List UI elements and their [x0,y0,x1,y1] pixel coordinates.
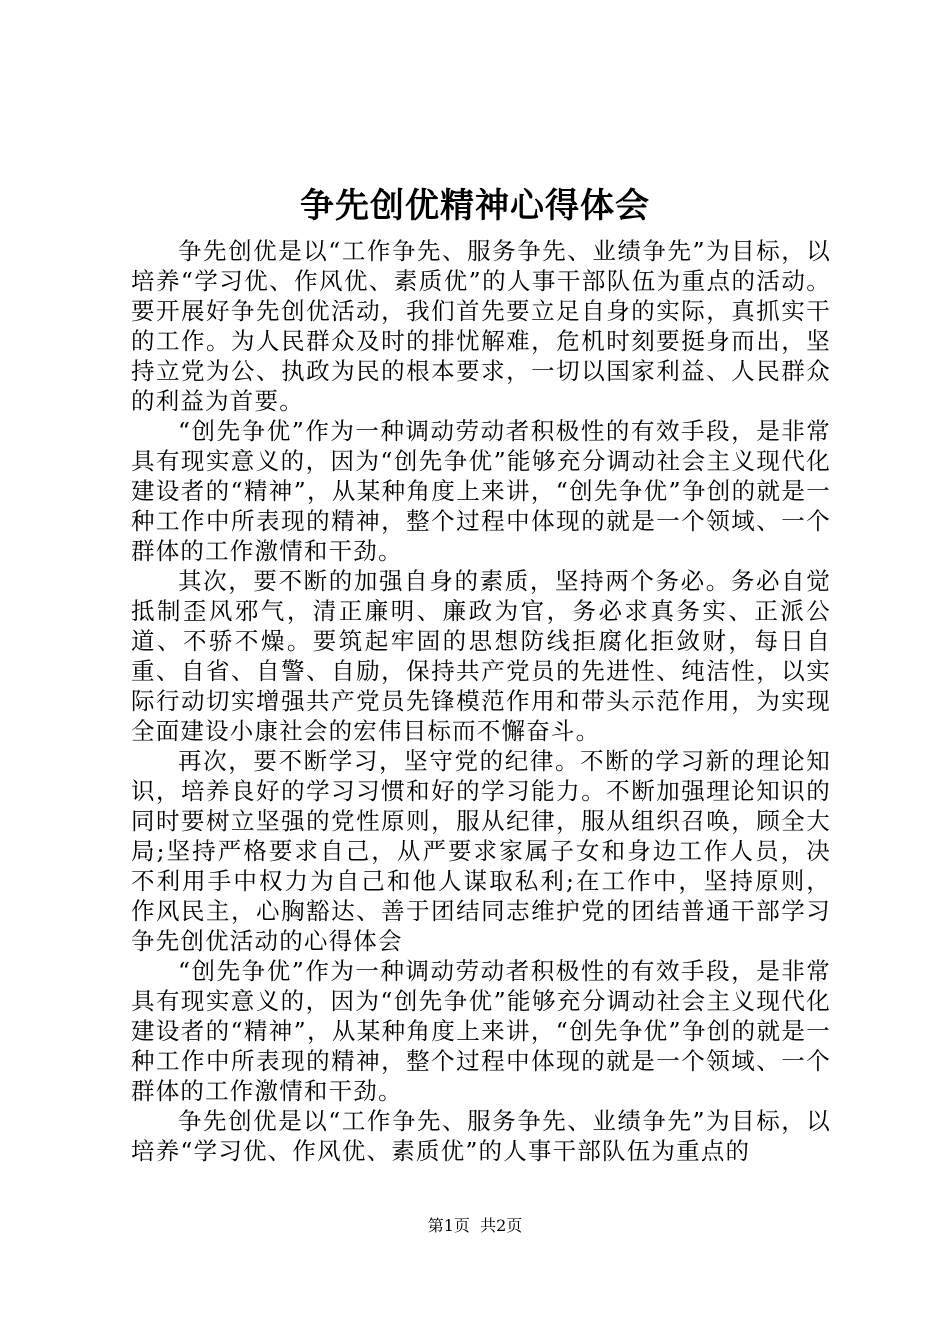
paragraph-3: 其次，要不断的加强自身的素质，坚持两个务必。务必自觉抵制歪风邪气，清正廉明、廉政为官，务必求真务实、正派公道、不骄不燥。要筑起牢固的思想防线拒腐化拒敛财，每日自重、自省、自警、自励，保持共产党员的先进性、纯洁性，以实际行动切实增强共产党员先锋模范作用和带头示范作用，为实现全面建设小康社会的宏伟目标而不懈奋斗。 [131,567,831,745]
paragraph-6: 争先创优是以“工作争先、服务争先、业绩争先”为目标，以培养“学习优、作风优、素质优”的人事干部队伍为重点的 [131,1107,831,1165]
paragraph-4: 再次，要不断学习，坚守党的纪律。不断的学习新的理论知识，培养良好的学习习惯和好的学习能力。不断加强理论知识的同时要树立坚强的党性原则，服从纪律，服从组织召唤，顾全大局;坚持严格要求自己，从严要求家属子女和身边工作人员，决不利用手中权力为自己和他人谋取私利;在工作中，坚持原则，作风民主，心胸豁达、善于团结同志维护党的团结普通干部学习争先创优活动的心得体会 [131,747,831,955]
footer-separator [470,1216,480,1235]
document-body [131,236,831,1166]
page-footer [0,1216,950,1236]
page-number-current: 第1页 [427,1216,470,1235]
paragraph-5: “创先争优”作为一种调动劳动者积极性的有效手段，是非常具有现实意义的，因为“创先争优”能够充分调动社会主义现代化建设者的“精神”，从某种角度上来讲，“创先争优”争创的就是一种工作中所表现的精神，整个过程中体现的就是一个领域、一个群体的工作激情和干劲。 [131,957,831,1105]
paragraph-1: 争先创优是以“工作争先、服务争先、业绩争先”为目标，以培养“学习优、作风优、素质优”的人事干部队伍为重点的活动。要开展好争先创优活动，我们首先要立足自身的实际，真抓实干的工作。为人民群众及时的排忧解难，危机时刻要挺身而出，坚持立党为公、执政为民的根本要求，一切以国家利益、人民群众的利益为首要。 [131,237,831,415]
page-number-total: 共2页 [480,1216,523,1235]
paragraph-2: “创先争优”作为一种调动劳动者积极性的有效手段，是非常具有现实意义的，因为“创先争优”能够充分调动社会主义现代化建设者的“精神”，从某种角度上来讲，“创先争优”争创的就是一种工作中所表现的精神，整个过程中体现的就是一个领域、一个群体的工作激情和干劲。 [131,417,831,565]
document-title: 争先创优精神心得体会 [300,186,650,226]
